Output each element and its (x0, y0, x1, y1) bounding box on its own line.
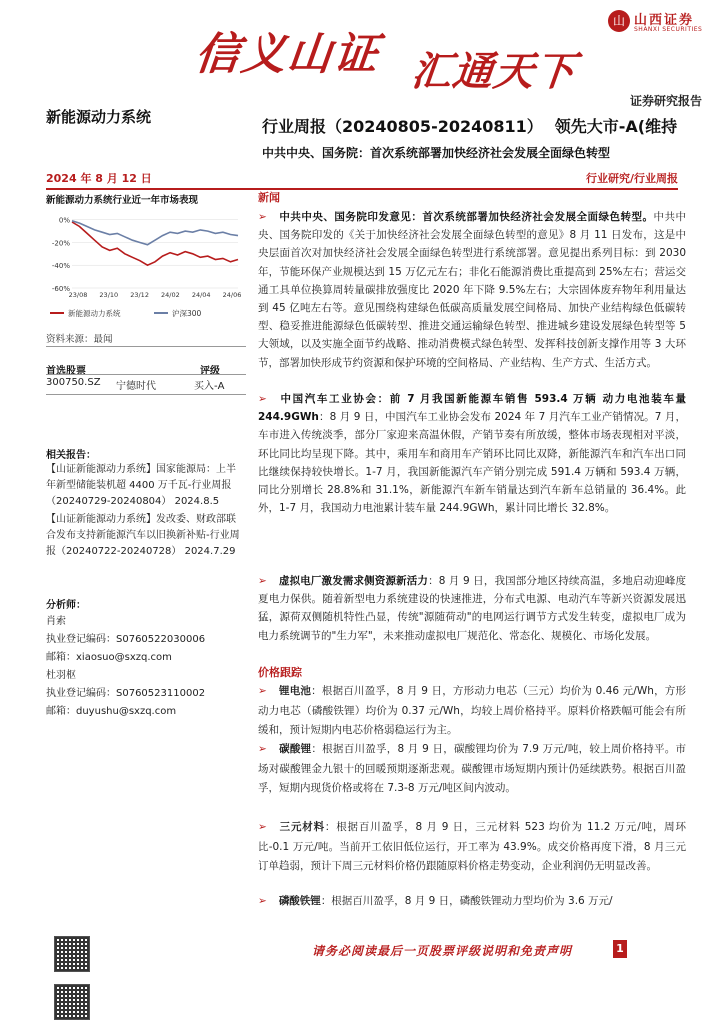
pick-code: 300750.SZ (46, 377, 101, 388)
news-item (258, 390, 686, 517)
title-text: 行业周报（20240805-20240811） (262, 117, 543, 136)
company-logo-icon: 山 (608, 10, 630, 32)
news-section-title: 新闻 (258, 191, 280, 204)
analyst-name: 杜羽枢 (46, 670, 76, 681)
report-type: 证券研究报告 (629, 94, 702, 108)
picks-header-rating: 评级 (200, 366, 220, 377)
chart-title: 新能源动力系统行业近一年市场表现 (46, 195, 199, 206)
report-date: 2024 年 8 月 12 日 (46, 172, 152, 185)
x-tick-label: 23/08 (68, 291, 88, 299)
divider-line (46, 374, 246, 375)
price-body: ：根据百川盈孚，8 月 9 日，三元材料 523 均价为 11.2 万元/吨，周环比-0.1 万元/吨。当前开工依旧低位运行，开工率为 43.9%。成交价格再度下滑，8 月三元订单趋弱，预计下周三元材料价格仍跟随原料价格走势变动，企业利润仍无明显改善。 (258, 821, 687, 872)
pick-name: 宁德时代 (116, 381, 156, 392)
y-tick-label: -40% (51, 262, 70, 271)
company-name-en: SHANXI SECURITIES (634, 26, 703, 33)
arrow-bullet-icon: ➢ (258, 821, 267, 833)
pick-rating: 买入-A (194, 381, 225, 392)
arrow-bullet-icon: ➢ (258, 895, 267, 907)
company-name: 山西证券 (634, 13, 695, 28)
slogan-part1: 信义山证 (192, 29, 383, 80)
arrow-bullet-icon: ➢ (258, 743, 267, 755)
price-item (258, 892, 686, 912)
qr-code-icon (54, 936, 90, 972)
related-report-item[interactable]: 【山证新能源动力系统】发改委、财政部联合发布支持新能源汽车以旧换新补贴-行业周报（20240722-20240728） 2024.7.29 (46, 514, 240, 557)
x-tick-label: 23/12 (130, 291, 149, 299)
series-line-0 (72, 222, 238, 265)
analyst-reg-code: 执业登记编码：S0760522030006 (46, 634, 206, 645)
legend-label: 沪深300 (172, 309, 202, 318)
page-number: 1 (613, 940, 627, 958)
price-item (258, 682, 686, 741)
divider-line (46, 346, 246, 347)
related-report-item[interactable]: 【山证新能源动力系统】国家能源局：上半年新型储能装机超 4400 万千瓦-行业周报（20240729-20240804） 2024.8.5 (46, 464, 236, 507)
news-body: ：8 月 9 日，中国汽车工业协会发布 2024 年 7 月汽车工业产销情况。7 月，车市进入传统淡季，部分厂家迎来高温休假，产销节奏有所放缓，整体市场表现相对平淡，环比同比均呈现下降。其中，乘用车和商用车产销环比同比双降，新能源汽车和汽车出口同比继续保持较快增长。1-7 月，我国新能源汽车产销分别完成 591.4 万辆和 593.4 万辆，同比分别增长 28.8%和 31.1%，新能源汽车新车销量达到汽车新车总销量的 36.4%。此外，1-7 月，我国动力电池累计装车量 244.9GWh，累计同比增长 32.8%。 (258, 411, 686, 515)
analyst-email[interactable]: 邮箱：duyushu@sxzq.com (46, 706, 177, 717)
x-tick-label: 24/02 (161, 291, 180, 299)
analyst-email[interactable]: 邮箱：xiaosuo@sxzq.com (46, 652, 172, 663)
picks-header-label: 首选股票 (46, 366, 86, 377)
analyst-name: 肖索 (46, 616, 66, 627)
x-tick-label: 23/10 (99, 291, 119, 299)
related-reports-label: 相关报告： (46, 450, 96, 461)
report-title (262, 114, 677, 137)
slogan-part2: 汇通天下 (409, 48, 579, 95)
y-tick-label: -60% (51, 285, 70, 293)
chart-svg (46, 208, 246, 320)
news-headline: 虚拟电厂激发需求侧资源新活力 (278, 575, 429, 587)
news-item (258, 208, 686, 372)
report-category: 行业研究/行业周报 (585, 172, 678, 185)
y-tick-label: 0% (58, 216, 70, 225)
news-headline: 中国汽车工业协会：前 7 月我国新能源车销售 593.4 万辆 动力电池装车量 244.9GWh (258, 393, 686, 424)
market-chart (46, 208, 246, 320)
x-tick-label: 24/04 (191, 291, 211, 299)
divider-line (46, 394, 246, 395)
price-item (258, 818, 686, 877)
report-subtitle: 中共中央、国务院：首次系统部署加快经济社会发展全面绿色转型 (262, 146, 611, 160)
price-body: ：根据百川盈孚，8 月 9 日，碳酸锂均价为 7.9 万元/吨，较上周价格持平。市场对碳酸锂金九银十的回暖预期逐渐悲观。碳酸锂市场短期内预计仍延续跌势。根据百川盈孚，短期内现货价格或将在 7.3-8 万元/吨区间内波动。 (258, 743, 686, 794)
arrow-bullet-icon: ➢ (258, 685, 267, 697)
news-item (258, 572, 686, 645)
price-product: 磷酸铁锂 (278, 895, 321, 907)
sector-name: 新能源动力系统 (46, 108, 152, 126)
arrow-bullet-icon: ➢ (258, 575, 267, 587)
news-headline: 中共中央、国务院印发意见：首次系统部署加快经济社会发展全面绿色转型。 (278, 211, 654, 223)
chart-source: 资料来源：最闻 (46, 334, 113, 345)
analyst-reg-code: 执业登记编码：S0760523110002 (46, 688, 206, 699)
arrow-bullet-icon: ➢ (258, 211, 267, 223)
legend-label: 新能源动力系统 (68, 309, 121, 318)
arrow-bullet-icon: ➢ (258, 393, 267, 405)
analysts-label: 分析师： (46, 600, 86, 611)
qr-code-icon (54, 984, 90, 1020)
disclaimer-note: 请务必阅读最后一页股票评级说明和免责声明 (312, 944, 573, 958)
price-product: 锂电池 (278, 685, 312, 697)
x-tick-label: 24/06 (222, 291, 242, 299)
price-item (258, 740, 686, 799)
y-tick-label: -20% (51, 239, 70, 248)
industry-rating: 领先大市-A(维持 (554, 117, 678, 136)
series-line-1 (72, 221, 238, 245)
news-body: ：8 月 9 日，我国部分地区持续高温，多地启动迎峰度夏电力保供。随着新型电力系统建设的快速推进，分布式电源、电动汽车等新兴资源发展迅猛，源荷双侧随机特性凸显，传统"源随荷动"的电网运行调节方式发生转变，虚拟电厂成为电力系统调节的"生力军"，未来推动虚拟电厂规范化、常态化、规模化、市场化发展。 (258, 575, 687, 642)
price-product: 碳酸锂 (278, 743, 312, 755)
price-body: ：根据百川盈孚，8 月 9 日，方形动力电芯（三元）均价为 0.46 元/Wh，方形动力电芯（磷酸铁锂）均价为 0.37 元/Wh，均较上周价格持平。原料价格跌幅可能会有所缓和，预计短期内电芯价格弱稳运行为主。 (258, 685, 686, 736)
news-body: 中共中央、国务院印发的《关于加快经济社会发展全面绿色转型的意见》8 月 11 日发布，这是中央层面首次对加快经济社会发展全面绿色转型进行系统部署。意见提出系列目标：到 2030 年，节能环保产业规模达到 15 万亿元左右；非化石能源消费比重提高到 25%左右；营运交通工具单位换算周转量碳排放强度比 2020 年下降 9.5%左右；大宗固体废弃物年利用量达到 45 亿吨左右等。意见围绕构建绿色低碳高质量发展空间格局、加快产业结构绿色低碳转型、稳妥推进能源绿色低碳转型、推进交通运输绿色转型、推进城乡建设发展绿色转型等 5 大领域，以及实施全面节约战略、推动消费模式绿色转型、发挥科技创新支撑作用等 3 大环节，部署加快形成节约资源和保护环境的空间格局、产业结构、生产方式、生活方式。 (258, 211, 687, 369)
price-section-title: 价格跟踪 (258, 666, 302, 679)
price-body: ：根据百川盈孚，8 月 9 日，磷酸铁锂动力型均价为 3.6 万元/ (320, 895, 613, 907)
price-product: 三元材料 (278, 821, 325, 833)
